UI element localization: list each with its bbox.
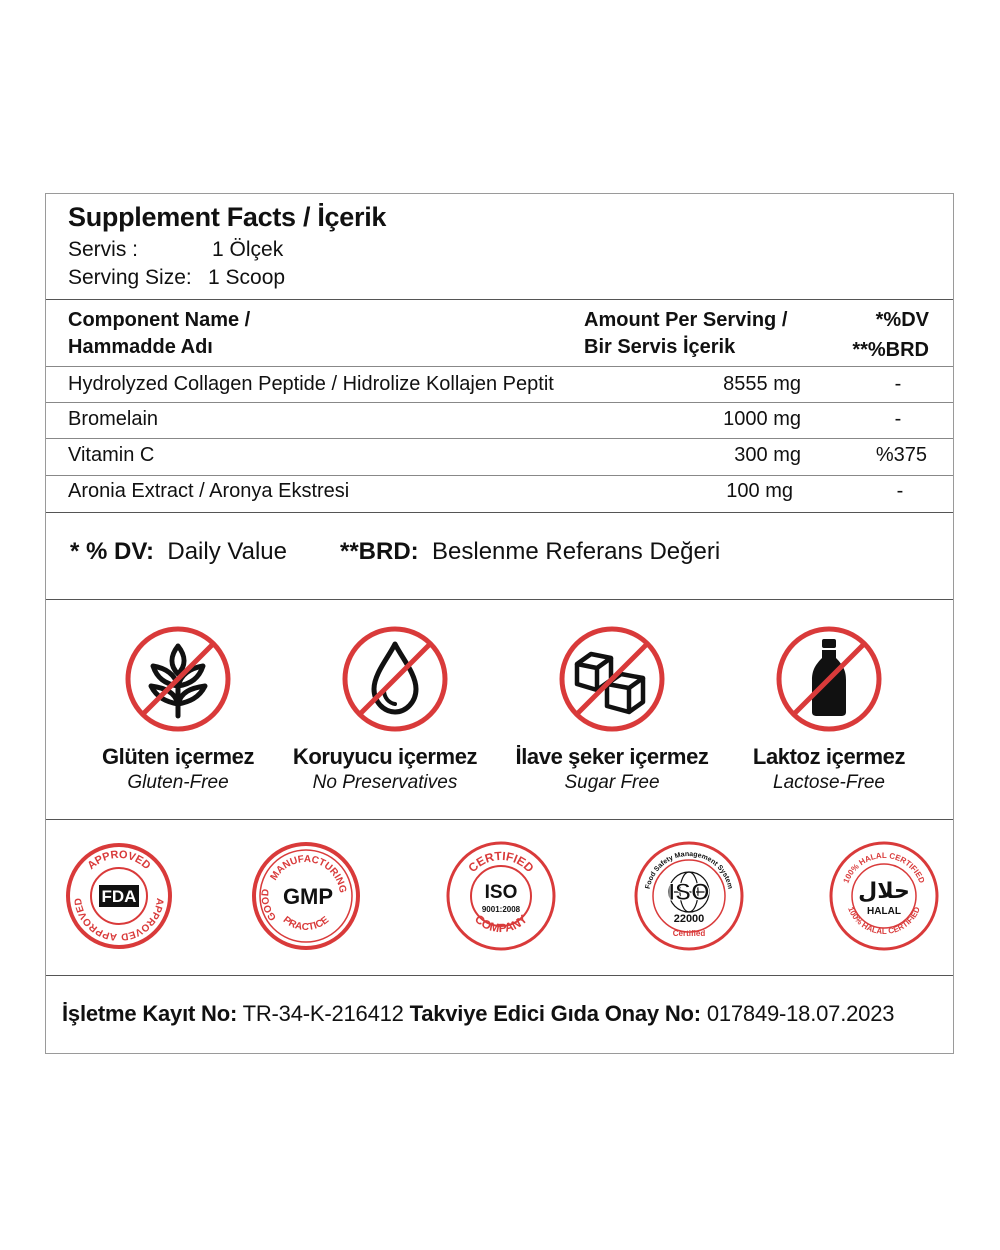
iso22000-code: 22000 (673, 913, 705, 925)
row-amount: 1000 mg (723, 408, 801, 430)
serving-size-label: Serving Size: (68, 266, 192, 289)
divider (46, 402, 953, 403)
iso9001-center: ISO (484, 882, 518, 903)
iso22000-center: ISO (668, 879, 710, 906)
gluten-free-sub: Gluten-Free (127, 772, 229, 793)
svg-text:COMPANY (472, 912, 530, 935)
gmp-ring-bottom: PRACTICE (280, 914, 332, 934)
iso-22000-badge (633, 840, 745, 952)
col-name-header-2: Hammadde Adı (68, 336, 213, 358)
no-preservatives-label: Koruyucu içermez (292, 744, 478, 769)
fda-approved-badge (63, 840, 175, 952)
gluten-free-label: Glüten içermez (101, 744, 255, 769)
divider (46, 438, 953, 439)
halal-center: HALAL (867, 906, 901, 917)
divider (46, 299, 953, 300)
sugar-free-label: İlave şeker içermez (515, 744, 709, 769)
col-amount-header-1: Amount Per Serving / (584, 309, 788, 331)
gmp-ring-top: MANUFACTURING (268, 853, 348, 894)
drop-icon (340, 624, 450, 734)
fda-ring-top: APPROVED (85, 848, 153, 873)
svg-text:PRACTICE (281, 914, 332, 933)
servis-value: 1 Ölçek (212, 238, 284, 261)
row-dv: %375 (875, 444, 927, 466)
gmp-badge (250, 840, 362, 952)
row-name: Aronia Extract / Aronya Ekstresi (68, 480, 350, 502)
registration-label: İşletme Kayıt No: (62, 1001, 238, 1026)
serving-size-value: 1 Scoop (208, 266, 286, 289)
approval-label: Takviye Edici Gıda Onay No: (409, 1001, 701, 1026)
halal-arabic: حلال (858, 879, 910, 904)
row-name: Bromelain (68, 408, 159, 430)
fda-ring-right: APPROVED (120, 897, 166, 943)
row-amount: 100 mg (726, 480, 793, 502)
brd-legend-value: Beslenme Referans Değeri (432, 538, 721, 565)
gmp-center: GMP (282, 884, 334, 909)
halal-ring-bottom: 100% HALAL CERTIFIED (846, 905, 922, 937)
halal-ring-top: 100% HALAL CERTIFIED (841, 850, 927, 885)
servis-label: Servis : (68, 238, 139, 261)
brd-legend (340, 538, 720, 566)
divider (46, 475, 953, 476)
wheat-icon (123, 624, 233, 734)
sugar-free-sub: Sugar Free (564, 772, 660, 793)
panel-title: Supplement Facts / İçerik (68, 202, 387, 232)
registration-footer (62, 1001, 894, 1027)
row-dv: - (894, 408, 902, 430)
col-name-header-1: Component Name / (68, 309, 251, 331)
divider (46, 366, 953, 367)
iso-9001-badge (445, 840, 557, 952)
lactose-free-sub: Lactose-Free (773, 772, 885, 793)
divider (46, 975, 953, 976)
row-name: Hydrolyzed Collagen Peptide / Hidrolize Kollajen Peptit (68, 373, 554, 395)
supplement-facts-panel (45, 193, 954, 1054)
lactose-free-label: Laktoz içermez (752, 744, 906, 769)
iso22000-ring-top: Food Safety Management System (644, 850, 734, 890)
no-preservatives-sub: No Preservatives (312, 772, 458, 793)
fda-ring-left: APPROVED (72, 897, 118, 943)
bottle-icon (774, 624, 884, 734)
brd-legend-key: **BRD: (340, 538, 419, 565)
svg-text:GOOD (260, 888, 279, 922)
divider (46, 512, 953, 513)
divider (46, 819, 953, 820)
divider (46, 599, 953, 600)
iso22000-bottom: Certified (672, 929, 706, 938)
halal-badge (828, 840, 940, 952)
col-amount-header-2: Bir Servis İçerik (584, 336, 736, 358)
dv-legend-key: * % DV: (70, 538, 155, 565)
iso9001-ring-top: CERTIFIED (465, 848, 537, 876)
registration-value: TR-34-K-216412 (242, 1001, 404, 1026)
dv-legend (70, 538, 287, 566)
row-amount: 8555 mg (723, 373, 801, 395)
sugar-cubes-icon (557, 624, 667, 734)
dv-legend-value: Daily Value (167, 538, 287, 565)
approval-value: 017849-18.07.2023 (706, 1001, 895, 1026)
gmp-ring-left: GOOD (260, 888, 279, 923)
row-name: Vitamin C (68, 444, 155, 466)
row-dv: - (894, 373, 902, 395)
svg-text:CERTIFIED (465, 849, 536, 876)
row-dv: - (896, 480, 904, 502)
col-dv-header-1: *%DV (875, 309, 929, 331)
iso9001-code: 9001:2008 (481, 905, 521, 914)
row-amount: 300 mg (734, 444, 801, 466)
col-brd-header-2: **%BRD (852, 339, 929, 361)
fda-center: FDA (101, 887, 137, 906)
iso9001-ring-bottom: COMPANY (472, 911, 530, 936)
